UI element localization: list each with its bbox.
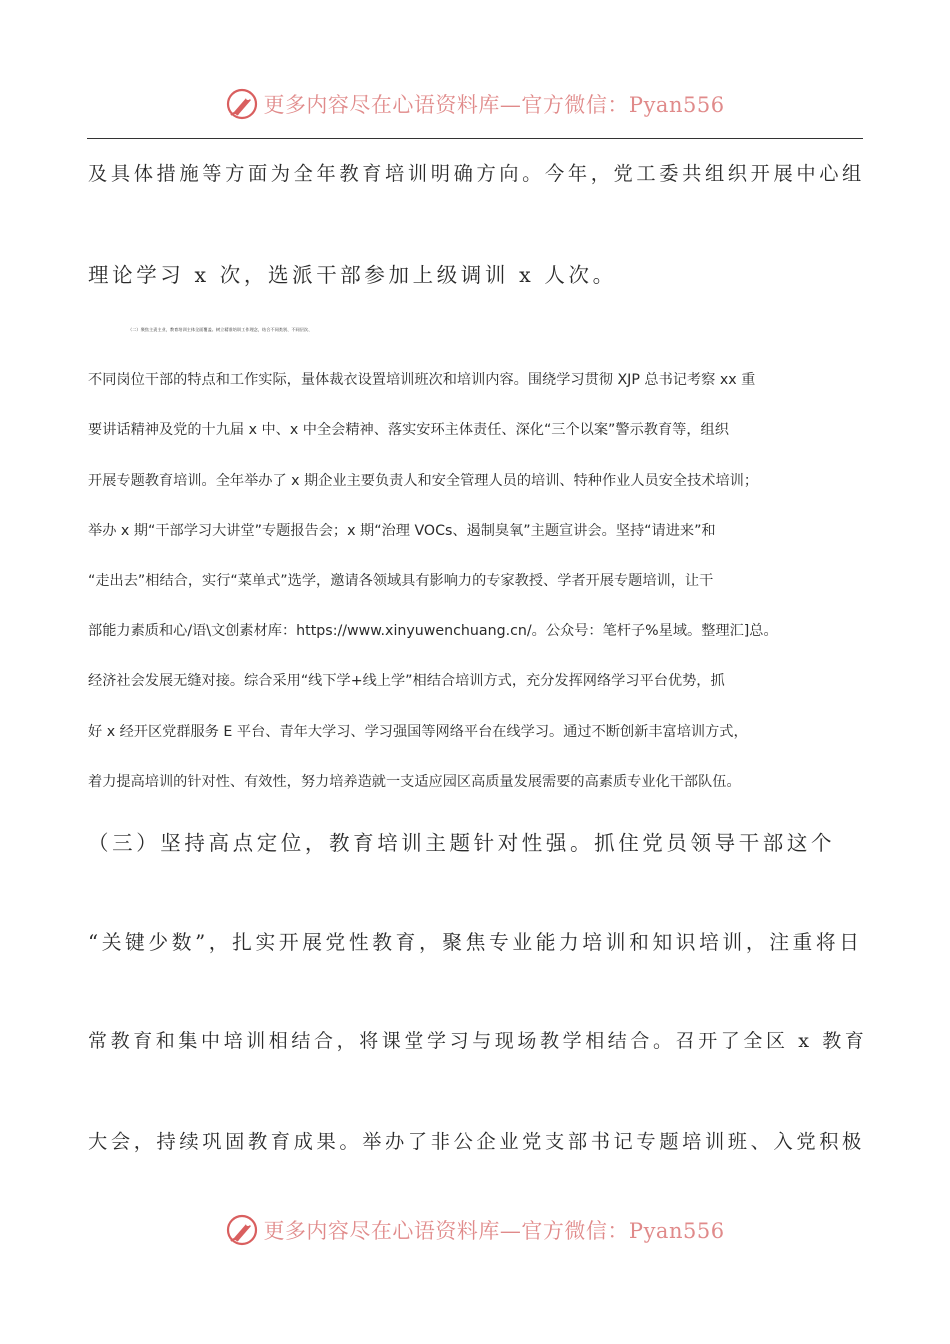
para2-line: 着力提高培训的针对性、有效性，努力培养造就一支适应园区高质量发展需要的高素质专业化干部队伍。 [88, 773, 741, 790]
para2-line: 不同岗位干部的特点和工作实际，量体裁衣设置培训班次和培训内容。围绕学习贯彻 XJP 总书记考察 xx 重 [88, 372, 756, 389]
para2-line: “走出去”相结合，实行“菜单式”选学，邀请各领域具有影响力的专家教授、学者开展专题培训，让干 [88, 573, 714, 590]
para2-line: 举办 x 期“干部学习大讲堂”专题报告会；x 期“治理 VOCs、遏制臭氧”主题宣讲会。坚持“请进来”和 [88, 522, 716, 539]
para3-line-3: 常教育和集中培训相结合，将课堂学习与现场教学相结合。召开了全区 x 教育 [88, 1030, 868, 1052]
para3-line-4: 大会，持续巩固教育成果。举办了非公企业党支部书记专题培训班、入党积极 [88, 1130, 865, 1153]
para2-line: 经济社会发展无缝对接。综合采用“线下学+线上学”相结合培训方式，充分发挥网络学习平台优势，抓 [88, 673, 725, 690]
footer-banner-text: 更多内容尽在心语资料库—官方微信：Pyan556 [263, 1219, 725, 1243]
para2-line: （二）聚焦主责主业，教育培训主体全面覆盖。树立精准培训工作理念，结合不同类别、不同层次、 [128, 327, 313, 332]
para2-line: 好 x 经开区党群服务 E 平台、青年大学习、学习强国等网络平台在线学习。通过不断创新丰富培训方式， [88, 723, 748, 740]
pen-nib-circle-icon [225, 87, 259, 121]
para1-line-1: 及具体措施等方面为全年教育培训明确方向。今年，党工委共组织开展中心组 [88, 162, 865, 185]
pen-nib-circle-icon [225, 1213, 259, 1247]
header-banner-text: 更多内容尽在心语资料库—官方微信：Pyan556 [263, 93, 725, 117]
para2-line: 部能力素质和心/语\文创素材库：https://www.xinyuwenchuang.cn/。公众号：笔杆子%星域。整理汇]总。 [88, 623, 778, 640]
para3-line-1: （三）坚持高点定位，教育培训主题针对性强。抓住党员领导干部这个 [88, 831, 836, 855]
para1-line-2: 理论学习 x 次，选派干部参加上级调训 x 人次。 [88, 263, 617, 287]
para2-block [88, 318, 868, 795]
header-banner [0, 84, 950, 124]
para3-line-2: “关键少数”，扎实开展党性教育，聚焦专业能力培训和知识培训，注重将日 [88, 931, 863, 954]
header-divider [87, 138, 863, 139]
para2-line: 开展专题教育培训。全年举办了 x 期企业主要负责人和安全管理人员的培训、特种作业人员安全技术培训； [88, 472, 759, 489]
footer-banner [0, 1210, 950, 1250]
para2-line: 要讲话精神及党的十九届 x 中、x 中全会精神、落实安环主体责任、深化“三个以案”警示教育等，组织 [88, 422, 729, 439]
